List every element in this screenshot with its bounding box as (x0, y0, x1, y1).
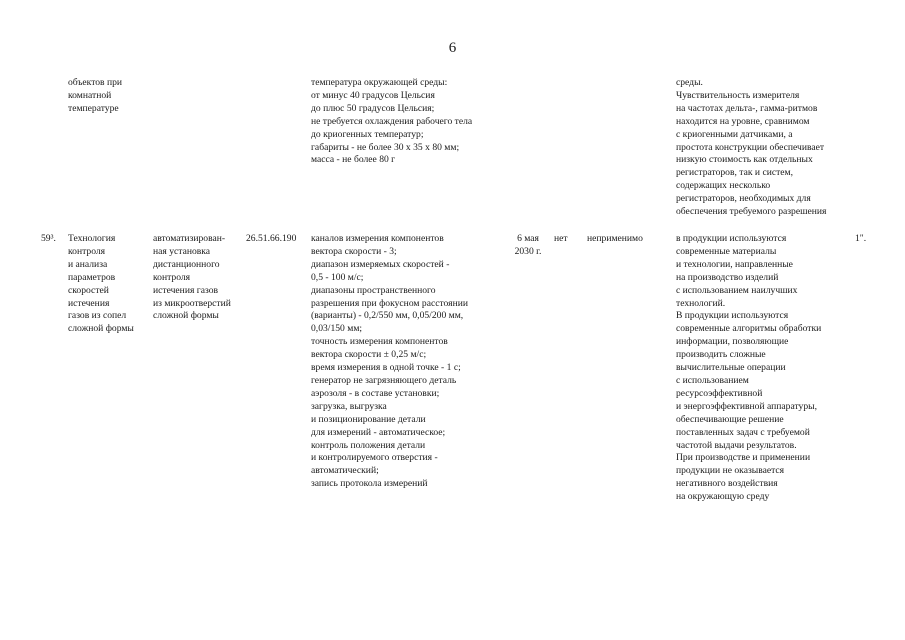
product-name (153, 233, 231, 323)
text-line: из микроотверстий (153, 297, 231, 309)
text-line: на частотах дельта-, гамма-ритмов (676, 102, 818, 114)
text-line: Технология (68, 233, 116, 244)
text-line: 2030 г. (514, 245, 542, 257)
text-line: разрешения при фокусном расстоянии (311, 297, 468, 309)
text-line: габариты - не более 30 х 35 х 80 мм; (311, 141, 460, 153)
text-line: 0,03/150 мм; (311, 323, 363, 335)
text-line: не требуется охлаждения рабочего тела (311, 115, 473, 127)
text-line: и анализа (68, 258, 108, 270)
text-line: с криогенными датчиками, а (676, 128, 793, 140)
text-line: на окружающую среду (676, 491, 770, 503)
text-line: обеспечения требуемого разрешения (676, 206, 827, 218)
text-line: содержащих несколько (676, 180, 771, 192)
text-line: генератор не загрязняющего деталь (311, 374, 457, 386)
text-line: контроля (68, 245, 106, 257)
text-line: дистанционного (153, 258, 220, 270)
date-cell (509, 233, 547, 259)
text-line: 0,5 - 100 м/с; (311, 271, 364, 283)
page-number: 6 (448, 40, 457, 56)
row-number: 59³. (41, 233, 56, 244)
text-line: параметров (68, 271, 116, 283)
text-line: с использованием наилучших (676, 284, 798, 296)
applicability-cell: неприменимо (587, 233, 643, 244)
text-line: обеспечивающие решение (676, 413, 784, 425)
text-line: скоростей (68, 284, 109, 296)
text-line: частотой выдачи результатов. (676, 439, 797, 451)
text-line: объектов при (68, 77, 123, 88)
text-line: контроля (153, 271, 191, 283)
text-line: В продукции используются (676, 310, 789, 322)
text-line: сложной формы (153, 310, 219, 322)
text-line: автоматизирован- (153, 233, 226, 244)
text-line: и технологии, направленные (676, 258, 793, 270)
text-line: 6 мая (517, 233, 539, 244)
text-line: вычислительные операции (676, 362, 786, 374)
justification-text (676, 233, 821, 504)
text-line: современные материалы (676, 245, 777, 257)
text-line: (варианты) - 0,2/550 мм, 0,05/200 мм, (311, 310, 464, 322)
okpd-code: 26.51.66.190 (246, 233, 297, 244)
text-line: ная установка (153, 245, 211, 257)
text-line: При производстве и применении (676, 452, 811, 464)
text-line: точность измерения компонентов (311, 336, 448, 348)
text-line: на производство изделий (676, 271, 779, 283)
text-line: истечения (68, 297, 110, 309)
text-line: до криогенных температур; (311, 128, 424, 140)
text-line: поставленных задач с требуемой (676, 426, 810, 438)
text-line: в продукции используются (676, 233, 787, 244)
text-line: температура окружающей среды: (311, 77, 448, 88)
text-line: комнатной (68, 89, 112, 101)
technical-characteristics (311, 233, 468, 491)
text-line: производить сложные (676, 349, 766, 361)
text-line: простота конструкции обеспечивает (676, 141, 825, 153)
text-line: масса - не более 80 г (311, 154, 396, 166)
technology-name (68, 233, 134, 336)
text-line: среды. (676, 77, 703, 88)
text-line: вектора скорости - 3; (311, 245, 397, 257)
text-line: низкую стоимость как отдельных (676, 154, 813, 166)
text-line: и контролируемого отверстия - (311, 452, 438, 464)
text-line: запись протокола измерений (311, 478, 428, 490)
text-line: технологий. (676, 297, 726, 309)
text-line: ресурсоэффективной (676, 387, 763, 399)
text-line: с использованием (676, 374, 749, 386)
text-line: вектора скорости ± 0,25 м/с; (311, 349, 427, 361)
text-line: загрузка, выгрузка (311, 400, 387, 412)
continued-characteristics (311, 77, 472, 167)
continued-name (68, 77, 122, 116)
text-line: для измерений - автоматическое; (311, 426, 446, 438)
text-line: газов из сопел (68, 310, 127, 322)
text-line: аэрозоля - в составе установки; (311, 387, 440, 399)
text-line: Чувствительность измерителя (676, 89, 800, 101)
text-line: каналов измерения компонентов (311, 233, 444, 244)
text-line: сложной формы (68, 323, 134, 335)
text-line: время измерения в одной точке - 1 с; (311, 362, 461, 374)
text-line: негативного воздействия (676, 478, 778, 490)
text-line: находится на уровне, сравнимом (676, 115, 810, 127)
list-reference: 1". (855, 233, 867, 244)
text-line: и позиционирование детали (311, 413, 426, 425)
import-analog-cell: нет (554, 233, 568, 244)
text-line: диапазон измеряемых скоростей - (311, 258, 450, 270)
text-line: от минус 40 градусов Цельсия (311, 89, 435, 101)
text-line: информации, позволяющие (676, 336, 789, 348)
continued-justification (676, 77, 826, 219)
text-line: продукции не оказывается (676, 465, 785, 477)
text-line: регистраторов, необходимых для (676, 193, 811, 205)
text-line: до плюс 50 градусов Цельсия; (311, 102, 435, 114)
text-line: автоматический; (311, 465, 379, 477)
text-line: температуре (68, 102, 119, 114)
text-line: регистраторов, так и систем, (676, 167, 794, 179)
text-line: истечения газов (153, 284, 219, 296)
text-line: диапазоны пространственного (311, 284, 436, 296)
text-line: современные алгоритмы обработки (676, 323, 822, 335)
text-line: и энергоэффективной аппаратуры, (676, 400, 817, 412)
text-line: контроль положения детали (311, 439, 426, 451)
